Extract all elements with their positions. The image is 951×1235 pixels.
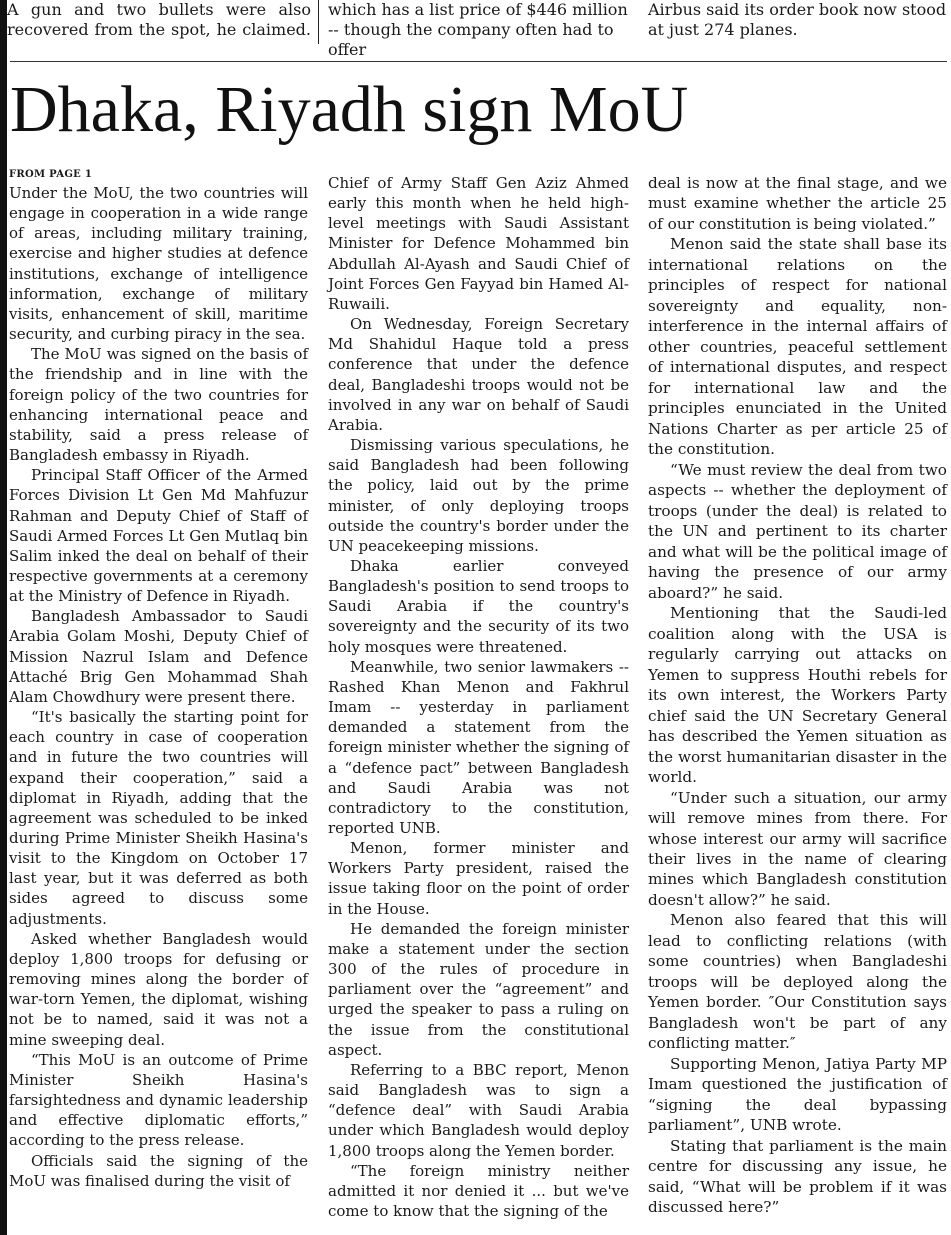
paragraph: Dismissing various speculations, he said Bangladesh had been following the policy, laid out by the prime minister, of only deploying troops outside the country's border under the UN peacekeeping missions.	[328, 436, 629, 555]
previous-stories-strip	[7, 0, 951, 59]
top-strip-col3	[648, 0, 948, 40]
paragraph: Supporting Menon, Jatiya Party MP Imam questioned the justification of “signing the deal bypassing parliament”, UNB wrote.	[648, 1054, 947, 1135]
paragraph: Principal Staff Officer of the Armed Forces Division Lt Gen Md Mahfuzur Rahman and Deputy Chief of Staff of Saudi Armed Forces Lt Gen Mutlaq bin Salim inked the deal on behalf of their respective governments at a ceremony at the Ministry of Defence in Riyadh.	[9, 466, 308, 606]
paragraph: Chief of Army Staff Gen Aziz Ahmed early this month when he held high-level meetings with Saudi Assistant Minister for Defence Mohammed bin Abdullah Al-Ayash and Saudi Chief of Joint Forces Gen Fayyad bin Hamed Al-Ruwaili.	[328, 174, 629, 313]
article-column-3	[648, 173, 947, 1218]
paragraph: deal is now at the final stage, and we must examine whether the article 25 of our constitution is being violated.”	[648, 174, 947, 233]
page-edge-bar	[0, 0, 7, 1235]
paragraph: “It's basically the starting point for each country in case of cooperation and in future the two countries will expand their cooperation,” said a diplomat in Riyadh, adding that the agreement was scheduled to be inked during Prime Minister Sheikh Hasina's visit to the Kingdom on October 17 last year, but it was deferred as both sides agreed to discuss some adjustments.	[9, 708, 308, 928]
paragraph: Asked whether Bangladesh would deploy 1,800 troops for defusing or removing mines along the border of war-torn Yemen, the diplomat, wishing not be to named, said it was not a mine sweeping deal.	[9, 929, 308, 1049]
paragraph: “We must review the deal from two aspects -- whether the deployment of troops (under the deal) is related to the UN and pertinent to its charter and what will be the political image of having the presence of our army aboard?” he said.	[648, 460, 947, 602]
top-strip-col2	[328, 0, 633, 60]
paragraph: Officials said the signing of the MoU was finalised during the visit of	[9, 1151, 308, 1190]
paragraph: Dhaka earlier conveyed Bangladesh's position to send troops to Saudi Arabia if the country's sovereignty and the security of its two holy mosques were threatened.	[328, 556, 629, 656]
article-column-2	[328, 173, 629, 1221]
paragraph: Stating that parliament is the main centre for discussing any issue, he said, “What will be problem if it was discussed here?”	[648, 1136, 947, 1217]
top-strip-col1	[7, 0, 311, 40]
top-strip-col2-text: which has a list price of $446 million -- though the company often had to offer	[328, 0, 628, 59]
paragraph: Mentioning that the Saudi-led coalition along with the USA is regularly carrying out attacks on Yemen to suppress Houthi rebels for its own interest, the Workers Party chief said the UN Secretary General has described the Yemen situation as the worst humanitarian disaster in the world.	[648, 604, 947, 787]
paragraph: Menon also feared that this will lead to conflicting relations (with some countries) when Bangladeshi troops will be deployed along the Yemen border. ″Our Constitution says Bangladesh won't be part of any conflicting matter.″	[648, 911, 947, 1053]
paragraph: He demanded the foreign minister make a statement under the section 300 of the rules of procedure in parliament over the “agreement” and urged the speaker to pass a ruling on the issue from the constitutional aspect.	[328, 919, 629, 1059]
column-divider	[318, 0, 319, 44]
horizontal-rule	[10, 61, 947, 62]
article-column-1	[9, 168, 308, 1191]
paragraph: Bangladesh Ambassador to Saudi Arabia Golam Moshi, Deputy Chief of Mission Nazrul Islam and Defence Attaché Brig Gen Mohammad Shah Alam Chowdhury were present there.	[9, 607, 308, 706]
paragraph: Referring to a BBC report, Menon said Bangladesh was to sign a “defence deal” with Saudi Arabia under which Bangladesh would deploy 1,800 troops along the Yemen border.	[328, 1060, 629, 1160]
continuation-kicker: FROM PAGE 1	[9, 169, 93, 180]
paragraph: On Wednesday, Foreign Secretary Md Shahidul Haque told a press conference that under the defence deal, Bangladeshi troops would not be involved in any war on behalf of Saudi Arabia.	[328, 315, 629, 434]
paragraph: Menon said the state shall base its international relations on the principles of respect for national sovereignty and equality, non-interference in the internal affairs of other countries, peaceful settlement of international disputes, and respect for international law and the principles enunciated in the United Nations Charter as per article 25 of the constitution.	[648, 235, 947, 459]
paragraph: “This MoU is an outcome of Prime Minister Sheikh Hasina's farsightedness and dynamic leadership and effective diplomatic efforts,” according to the press release.	[9, 1050, 308, 1150]
paragraph: Menon, former minister and Workers Party president, raised the issue taking floor on the point of order in the House.	[328, 839, 629, 918]
paragraph: Meanwhile, two senior lawmakers -- Rashed Khan Menon and Fakhrul Imam -- yesterday in parliament demanded a statement from the foreign minister whether the signing of a “defence pact” between Bangladesh and Saudi Arabia was not contradictory to the constitution, reported UNB.	[328, 657, 629, 837]
paragraph: “Under such a situation, our army will remove mines from there. For whose interest our army will sacrifice their lives in the name of clearing mines which Bangladesh constitution doesn't allow?” he said.	[648, 788, 947, 909]
top-strip-col3-text: Airbus said its order book now stood at just 274 planes.	[648, 0, 947, 39]
paragraph: Under the MoU, the two countries will engage in cooperation in a wide range of areas, including military training, exercise and higher studies at defence institutions, exchange of intelligence information, exchange of military visits, enhancement of skill, maritime security, and curbing piracy in the sea.	[9, 184, 308, 344]
top-strip-col1-text: A gun and two bullets were also recovered from the spot, he claimed.	[7, 0, 311, 39]
paragraph: The MoU was signed on the basis of the friendship and in line with the foreign policy of the two countries for enhancing international peace and stability, said a press release of Bangladesh embassy in Riyadh.	[9, 345, 308, 465]
headline: Dhaka, Riyadh sign MoU	[10, 73, 689, 146]
paragraph: “The foreign ministry neither admitted it nor denied it ... but we've come to know that the signing of the	[328, 1161, 629, 1220]
